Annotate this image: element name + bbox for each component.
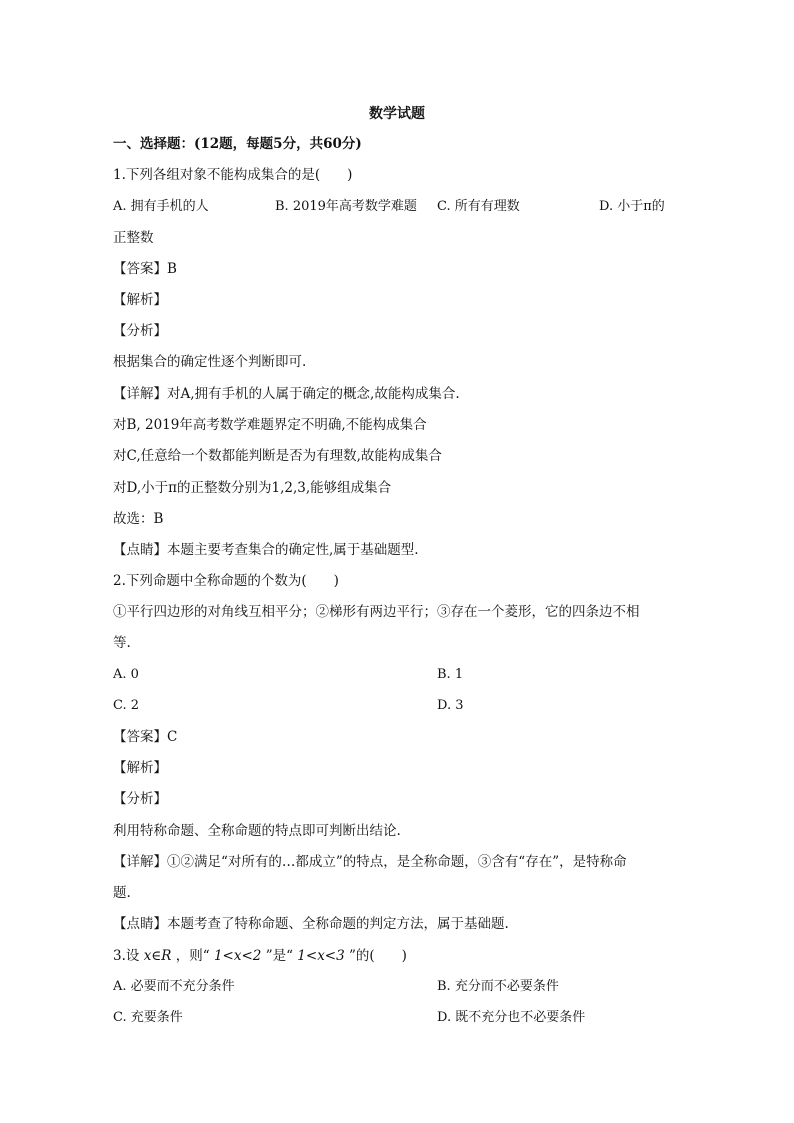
q2-fenxi: 【分析】 bbox=[113, 791, 167, 807]
q1-option-c: C. 所有有理数 bbox=[437, 199, 520, 214]
q2-option-a: A. 0 bbox=[113, 667, 139, 682]
q2-option-b: B. 1 bbox=[437, 667, 464, 682]
q1-option-a: A. 拥有手机的人 bbox=[113, 199, 209, 214]
section-heading: 一、选择题：(12题，每题5分，共60分) bbox=[113, 136, 362, 152]
q1-fenxi: 【分析】 bbox=[113, 323, 167, 339]
q2-dianjing: 【点睛】本题考查了特称命题、全称命题的判定方法，属于基础题. bbox=[113, 916, 509, 932]
q3-option-a: A. 必要而不充分条件 bbox=[113, 979, 235, 994]
q1-detail-line: 【详解】对A,拥有手机的人属于确定的概念,故能构成集合. bbox=[113, 386, 460, 402]
q2-detail: 【详解】①②满足“对所有的…都成立”的特点，是全称命题，③含有“存在”，是特称命 bbox=[113, 854, 627, 870]
q1-jiexi: 【解析】 bbox=[113, 292, 167, 308]
q1-dianjing: 【点睛】本题主要考查集合的确定性,属于基础题型. bbox=[113, 542, 419, 558]
q2-statement-wrap: 等. bbox=[113, 635, 131, 651]
q2-answer: 【答案】C bbox=[113, 729, 178, 745]
q3-stem-prefix: 3.设 bbox=[113, 948, 140, 964]
q2-option-c: C. 2 bbox=[113, 698, 140, 713]
q3-stem-mid: ”是“ bbox=[265, 948, 293, 964]
q1-fenxi-text: 根据集合的确定性逐个判断即可. bbox=[113, 354, 307, 370]
q1-detail-line: 对B, 2019年高考数学难题界定不明确,不能构成集合 bbox=[113, 417, 427, 433]
q3-stem bbox=[113, 947, 407, 965]
q1-stem: 1.下列各组对象不能构成集合的是( ) bbox=[113, 167, 353, 183]
q1-detail-line: 故选：B bbox=[113, 511, 164, 527]
q1-answer: 【答案】B bbox=[113, 261, 177, 277]
q2-option-d: D. 3 bbox=[437, 698, 464, 713]
q2-stem: 2.下列命题中全称命题的个数为( ) bbox=[113, 573, 339, 589]
q1-option-b: B. 2019年高考数学难题 bbox=[275, 199, 417, 214]
q3-math-condition-1: 1<x<2 bbox=[213, 948, 262, 964]
q2-detail-wrap: 题. bbox=[113, 885, 131, 901]
q3-stem-mid: ，则“ bbox=[175, 948, 210, 964]
q1-option-d-wrap: 正整数 bbox=[113, 230, 154, 246]
q2-fenxi-text: 利用特称命题、全称命题的特点即可判断出结论. bbox=[113, 823, 401, 839]
q3-option-d: D. 既不充分也不必要条件 bbox=[437, 1010, 586, 1025]
q2-jiexi: 【解析】 bbox=[113, 760, 167, 776]
q2-statement: ①平行四边形的对角线互相平分；②梯形有两边平行；③存在一个菱形，它的四条边不相 bbox=[113, 604, 640, 620]
q1-option-d: D. 小于π的 bbox=[599, 199, 665, 214]
q3-stem-suffix: ”的( ) bbox=[349, 948, 407, 964]
q3-math-set: x∈R bbox=[143, 948, 172, 964]
page-title: 数学试题 bbox=[369, 106, 425, 122]
q3-math-condition-2: 1<x<3 bbox=[297, 948, 345, 964]
q3-option-b: B. 充分而不必要条件 bbox=[437, 979, 559, 994]
q1-detail-line: 对C,任意给一个数都能判断是否为有理数,故能构成集合 bbox=[113, 448, 442, 464]
q3-option-c: C. 充要条件 bbox=[113, 1010, 183, 1025]
q1-detail-line: 对D,小于π的正整数分别为1,2,3,能够组成集合 bbox=[113, 480, 392, 496]
